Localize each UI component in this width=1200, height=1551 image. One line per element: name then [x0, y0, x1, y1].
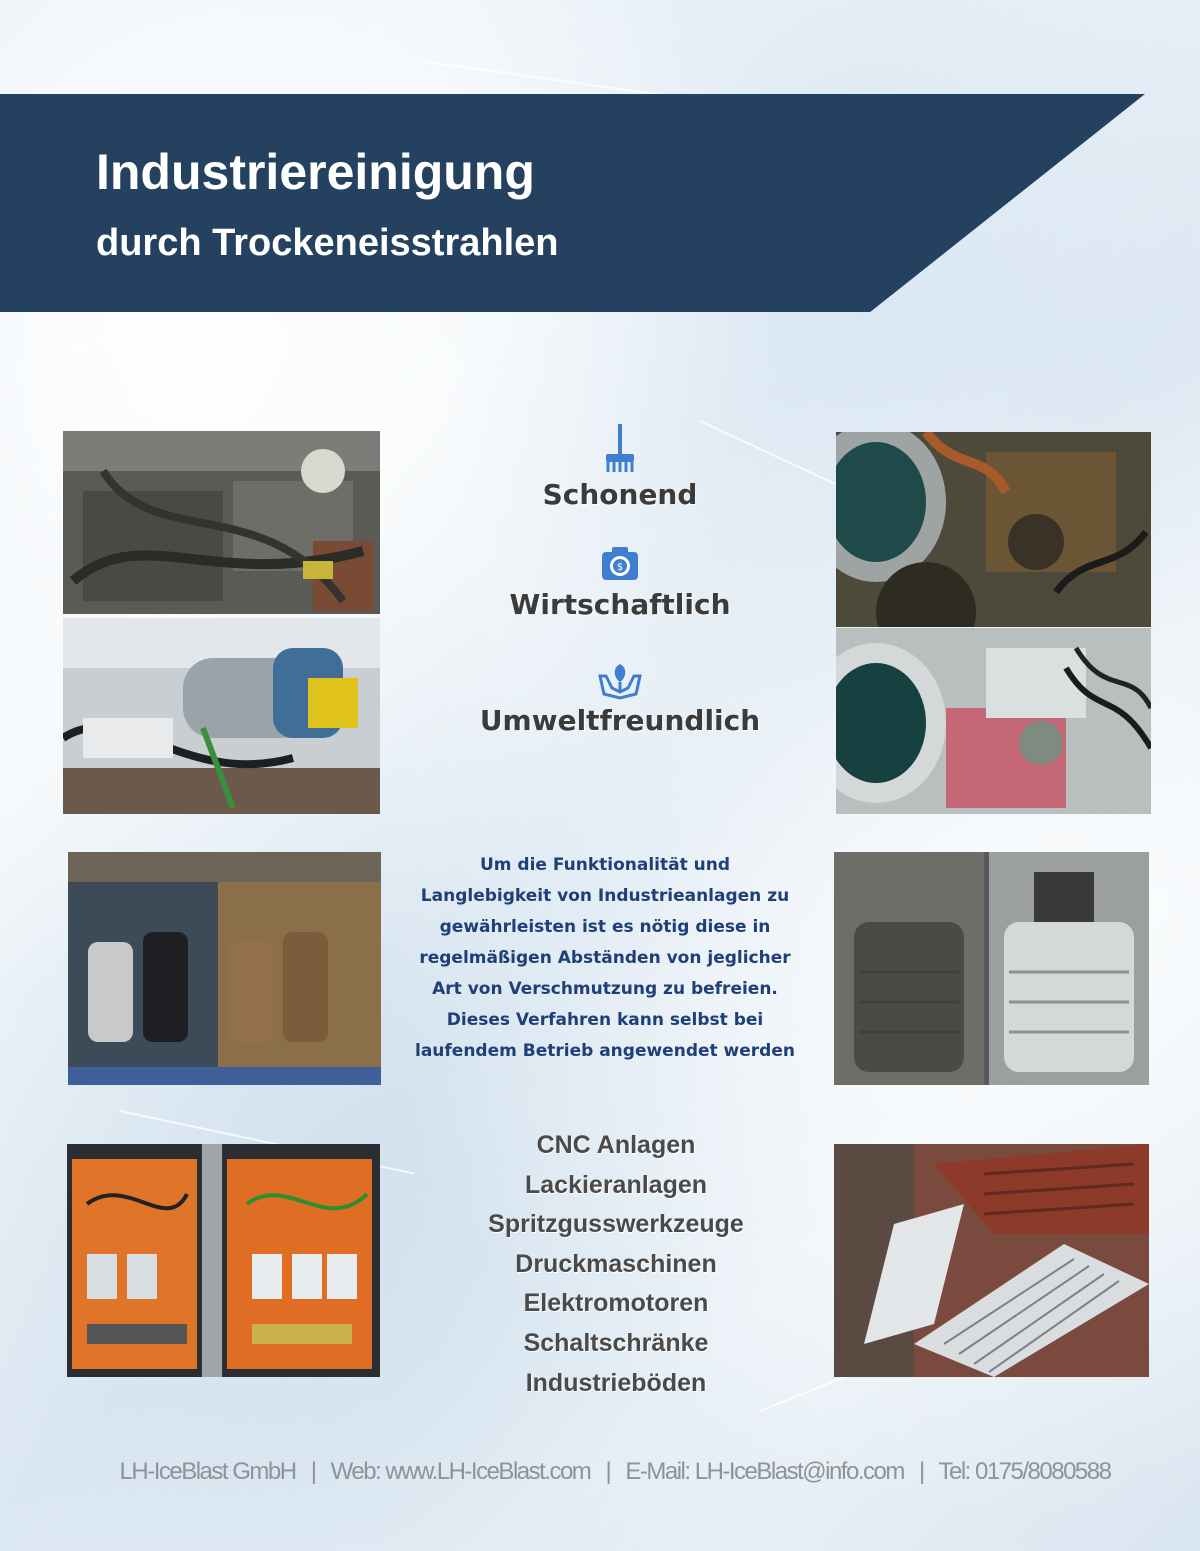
title-banner [0, 94, 1145, 312]
application-list [440, 1128, 792, 1405]
footer-web-link[interactable]: Web: www.LH-IceBlast.com [330, 1458, 591, 1485]
photo-control-cabinet [67, 1144, 380, 1377]
photo-floor-grate-cleaning [834, 1144, 1149, 1377]
photo-gear-dirty [836, 432, 1151, 627]
description-text [412, 850, 798, 1067]
photo-hydraulic-unit-dirty [63, 431, 380, 614]
svg-text:$: $ [616, 562, 624, 573]
hands-plant-icon [598, 658, 642, 700]
camera-money-icon [600, 544, 640, 584]
footer-company: LH-IceBlast GmbH [119, 1458, 296, 1485]
feature-label: Wirtschaftlich [509, 588, 731, 621]
page-title: Industriereinigung [96, 144, 535, 200]
application-item: Schaltschränke [523, 1328, 709, 1357]
photo-gear-clean [836, 628, 1151, 814]
page-subtitle: durch Trockeneisstrahlen [96, 222, 559, 264]
feature-label: Schonend [542, 478, 698, 511]
description-line: Um die Funktionalität und [479, 855, 731, 875]
footer-separator: | [605, 1458, 611, 1485]
description-line: laufendem Betrieb angewendet werden [415, 1041, 795, 1061]
feature-umweltfreundlich [470, 658, 770, 737]
application-item: Druckmaschinen [515, 1249, 717, 1278]
photo-machine-parts-before-after [834, 852, 1149, 1085]
application-item: Spritzgusswerkzeuge [488, 1210, 744, 1239]
description-line: gewährleisten ist es nötig diese in [439, 917, 771, 937]
description-line: Langlebigkeit von Industrieanlagen zu [420, 886, 790, 906]
feature-schonend [470, 422, 770, 511]
application-item: Elektromotoren [523, 1289, 709, 1318]
feature-wirtschaftlich [470, 544, 770, 621]
footer-email-link[interactable]: E-Mail: LH-IceBlast@info.com [625, 1458, 904, 1485]
description-line: Dieses Verfahren kann selbst bei [446, 1010, 764, 1030]
application-item: CNC Anlagen [536, 1131, 696, 1159]
application-item: Lackieranlagen [524, 1170, 708, 1199]
application-item: Industrieböden [525, 1368, 707, 1397]
photo-hydraulic-unit-clean [63, 618, 380, 814]
feature-label: Umweltfreundlich [479, 704, 761, 737]
photo-rollers-before-after [68, 852, 381, 1085]
footer-phone: Tel: 0175/8080588 [938, 1458, 1111, 1485]
footer-contact [0, 1458, 1200, 1486]
footer-separator: | [310, 1458, 316, 1485]
description-line: regelmäßigen Abständen von jeglicher [419, 948, 791, 968]
footer-separator: | [919, 1458, 924, 1485]
broom-icon [600, 422, 640, 474]
description-line: Art von Verschmutzung zu befreien. [432, 979, 778, 999]
